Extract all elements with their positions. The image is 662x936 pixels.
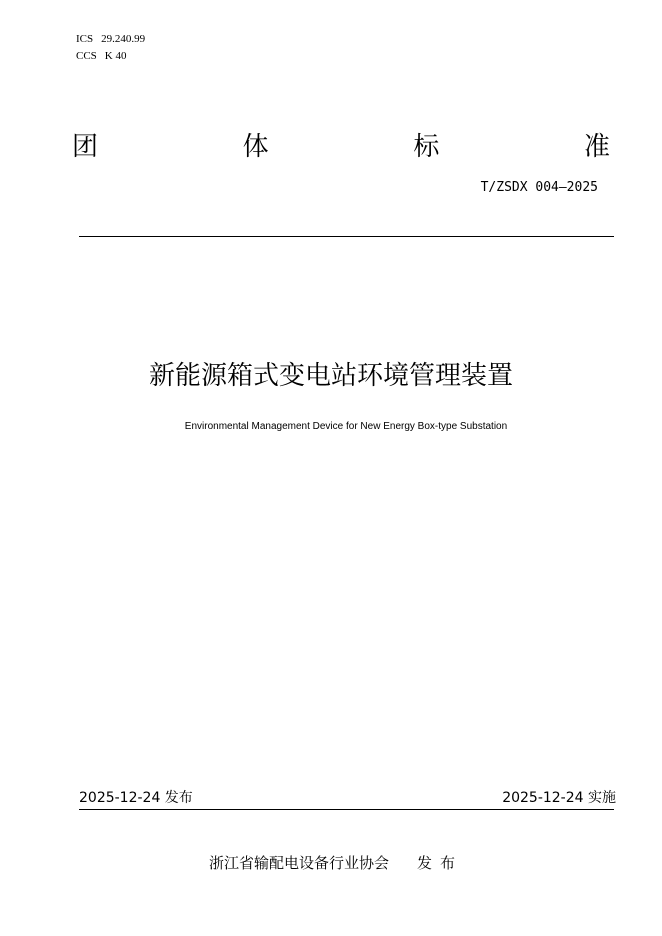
implement-date: 2025-12-24 实施 [502, 790, 616, 806]
document-title-chinese: 新能源箱式变电站环境管理装置 [148, 361, 513, 391]
standard-type-char: 团 [72, 131, 99, 162]
ccs-value: K 40 [104, 50, 127, 62]
footer-divider [79, 809, 614, 810]
standard-code: T/ZSDX 004—2025 [480, 180, 598, 195]
ccs-label: CCS [76, 50, 97, 62]
ics-label: ICS [76, 33, 94, 45]
standard-type-char: 标 [413, 131, 440, 162]
ics-value: 29.240.99 [101, 33, 146, 45]
standard-type-char: 体 [242, 131, 269, 162]
publisher-line [209, 853, 463, 873]
dates-row [79, 789, 616, 807]
ics-classification [76, 33, 145, 46]
document-title-english: Environmental Management Device for New Energy Box-type Substation [184, 421, 508, 432]
publish-date: 2025-12-24 发布 [79, 790, 193, 806]
publisher-name: 浙江省输配电设备行业协会 [209, 854, 390, 872]
ccs-classification [76, 50, 127, 63]
standard-type-heading [72, 126, 610, 162]
standard-type-char: 准 [583, 131, 610, 162]
publisher-action: 发布 [417, 854, 464, 872]
header-divider [79, 236, 614, 237]
